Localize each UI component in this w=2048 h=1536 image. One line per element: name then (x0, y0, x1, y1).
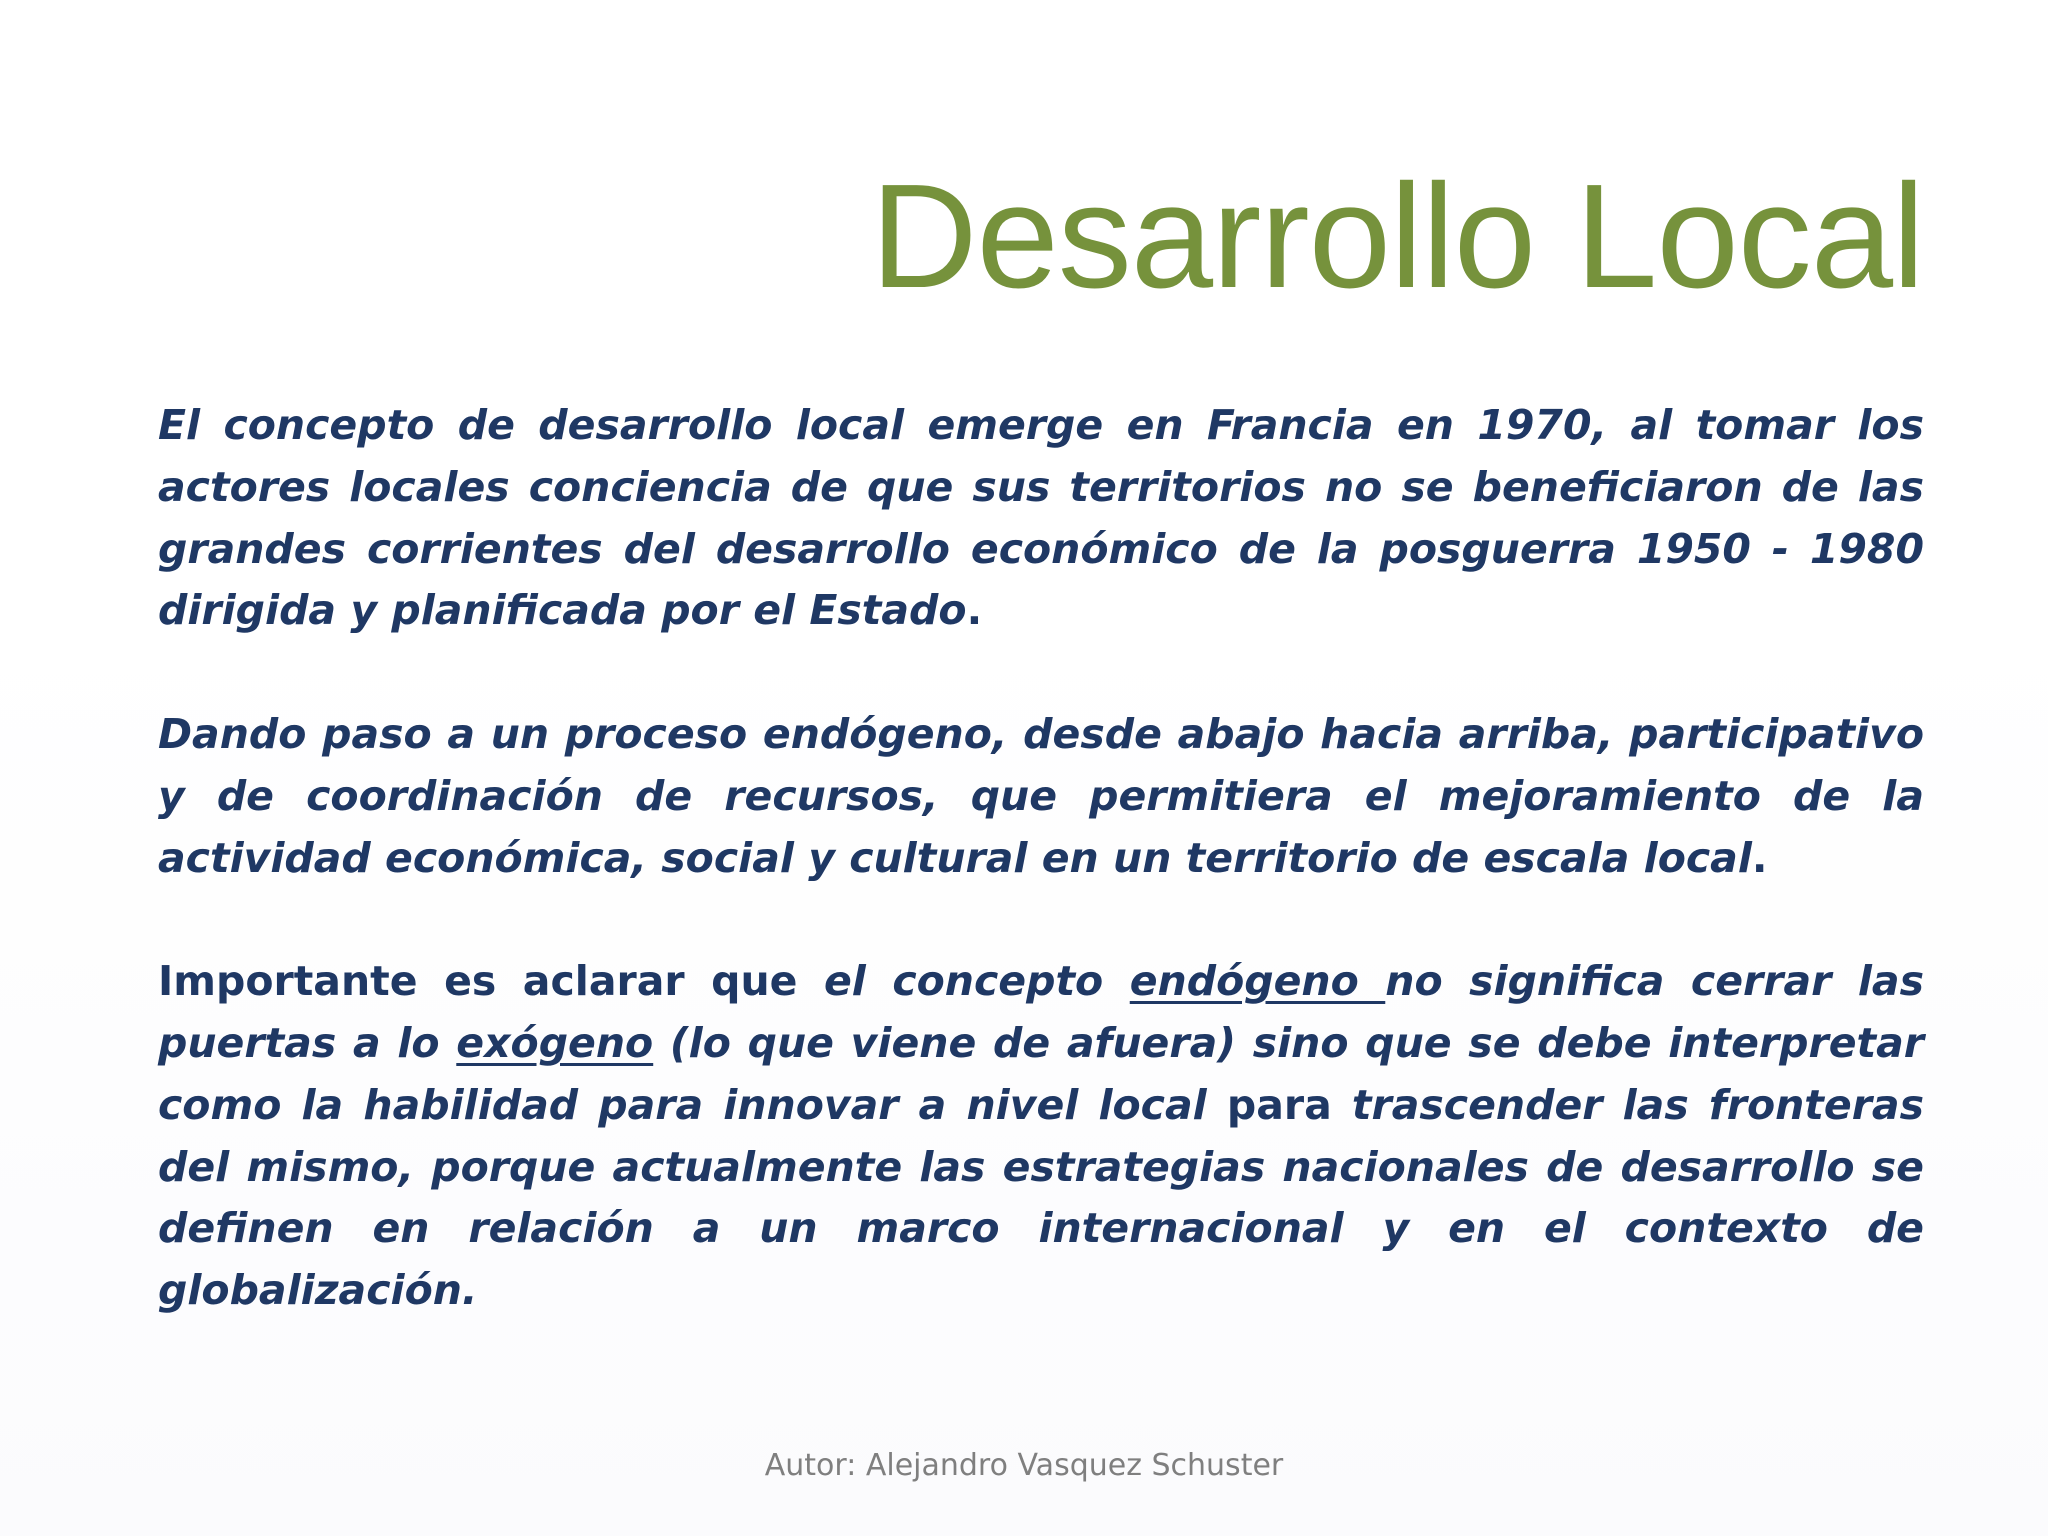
paragraph-clarification (158, 951, 1924, 1322)
exogeno-underlined: exógeno (456, 1018, 654, 1067)
paragraph-clarification-intro: Importante es aclarar que (158, 957, 824, 1006)
paragraph-clarification-ending: trascender las fronteras del mismo, porque actualmente las estrategias nacionales de desarrollo se definen en relación a un marco internacional y en el contexto de globalización. (158, 1080, 1925, 1315)
slide-title: Desarrollo Local (870, 154, 1924, 319)
slide-body (158, 395, 1924, 1322)
paragraph-process-text: Dando paso a un proceso endógeno, desde abajo hacia arriba, participativo y de coordinación de recursos, que permitiera el mejoramiento de la actividad económica, social y cultural en un territorio de escala local (158, 709, 1924, 882)
endogeno-underlined: endógeno (1129, 957, 1386, 1006)
paragraph-clarification-concept: el concepto (823, 957, 1130, 1006)
paragraph-process-period: . (1751, 833, 1768, 882)
paragraph-origin-text: El concepto de desarrollo local emerge en Francia en 1970, al tomar los actores locales conciencia de que sus territorios no se beneficiaron de las grandes corrientes del desarrollo económico de la posguerra 1950 - 1980 dirigida y planificada por el Estado (158, 401, 1924, 635)
paragraph-origin (158, 395, 1924, 642)
author-footer: Autor: Alejandro Vasquez Schuster (764, 1448, 1284, 1483)
paragraph-clarification-para: para (1226, 1080, 1332, 1129)
paragraph-clarification-statement: no significa cerrar las puertas a lo (158, 957, 1924, 1067)
paragraph-clarification-habilidad: (lo que viene de afuera) sino que se debe interpretar como la habilidad para innovar a nivel local (158, 1018, 1924, 1129)
paragraph-process (158, 704, 1924, 889)
paragraph-origin-period: . (966, 586, 983, 635)
